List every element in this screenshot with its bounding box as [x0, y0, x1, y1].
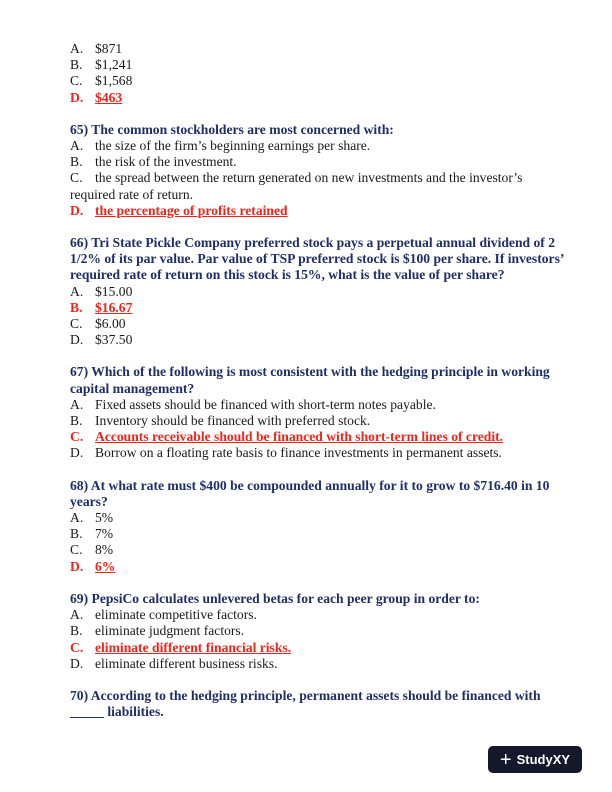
option-letter: D. [70, 89, 84, 105]
option-69-b [70, 623, 570, 639]
option-65-c [70, 170, 570, 202]
option-text: 6% [95, 558, 116, 574]
option-text: $871 [95, 41, 123, 56]
option-letter: C. [70, 170, 83, 186]
option-68-b [70, 526, 570, 542]
option-letter: D. [70, 655, 84, 671]
question-text: 68) At what rate must $400 be compounded annually for it to grow to $716.40 in 10 years? [70, 477, 550, 509]
option-text: eliminate different business risks. [95, 655, 278, 671]
option-text: the percentage of profits retained [95, 202, 288, 218]
question-69 [70, 591, 570, 672]
option-64-d-correct [70, 90, 570, 106]
option-letter: A. [70, 396, 84, 412]
option-66-b-correct [70, 300, 570, 316]
option-text: the size of the firm’s beginning earnings per share. [95, 138, 371, 154]
option-letter: B. [70, 154, 83, 170]
question-text: 67) Which of the following is most consistent with the hedging principle in working capital management? [70, 364, 550, 396]
option-letter: B. [70, 526, 83, 542]
option-text: $1,568 [95, 73, 133, 89]
question-64-options [70, 41, 570, 106]
option-letter: C. [70, 316, 83, 332]
option-text: Fixed assets should be financed with short-term notes payable. [95, 396, 436, 412]
option-letter: A. [70, 510, 84, 526]
option-68-d-correct [70, 559, 570, 575]
option-text: eliminate judgment factors. [95, 623, 245, 639]
option-text: $6.00 [95, 316, 126, 332]
document-body [70, 41, 570, 720]
option-text: $37.50 [95, 332, 133, 348]
option-text: $15.00 [95, 283, 133, 299]
option-text: the spread between the return generated on new investments and the investor’s required rate of return. [70, 170, 523, 202]
option-69-a [70, 607, 570, 623]
option-letter: B. [70, 413, 83, 429]
question-text: 70) According to the hedging principle, permanent assets should be financed with _____ liabilities. [70, 687, 541, 720]
option-text: 7% [95, 526, 114, 542]
option-text: $16.67 [95, 299, 133, 315]
option-65-b [70, 154, 570, 170]
option-68-c [70, 542, 570, 558]
question-text: 66) Tri State Pickle Company preferred stock pays a perpetual annual dividend of 2 1/2% of its par value. Par value of TSP preferred stock is $100 per share. If investors’ required rate of return on this stock is 15%, what is the value of per share? [70, 235, 564, 283]
option-66-d [70, 332, 570, 348]
option-text: the risk of the investment. [95, 154, 237, 170]
option-letter: A. [70, 41, 84, 56]
option-letter: D. [70, 445, 84, 461]
option-letter: A. [70, 607, 84, 623]
option-67-c-correct [70, 429, 570, 445]
question-65 [70, 122, 570, 219]
option-letter: C. [70, 639, 84, 655]
option-letter: C. [70, 542, 83, 558]
option-68-a [70, 510, 570, 526]
plus-icon: + [499, 748, 512, 771]
option-69-d [70, 656, 570, 672]
question-68 [70, 478, 570, 575]
question-67 [70, 364, 570, 461]
option-67-b [70, 413, 570, 429]
option-65-a [70, 138, 570, 154]
option-67-a [70, 397, 570, 413]
option-letter: B. [70, 57, 83, 73]
option-64-a [70, 41, 570, 57]
option-text: $463 [95, 89, 123, 105]
question-text: 65) The common stockholders are most concerned with: [70, 121, 394, 137]
option-text: $1,241 [95, 57, 133, 73]
option-text: Borrow on a floating rate basis to finance investments in permanent assets. [95, 445, 502, 461]
option-letter: D. [70, 332, 84, 348]
option-64-b [70, 57, 570, 73]
option-text: eliminate competitive factors. [95, 607, 257, 623]
option-text: Inventory should be financed with preferred stock. [95, 413, 371, 429]
option-67-d [70, 445, 570, 461]
option-letter: B. [70, 623, 83, 639]
option-letter: D. [70, 202, 84, 218]
option-text: Accounts receivable should be financed with short-term lines of credit. [95, 429, 504, 445]
option-letter: A. [70, 138, 84, 154]
option-64-c [70, 73, 570, 89]
question-text: 69) PepsiCo calculates unlevered betas for each peer group in order to: [70, 590, 480, 606]
studyxy-badge[interactable] [488, 746, 582, 773]
option-66-c [70, 316, 570, 332]
badge-label: StudyXY [516, 752, 571, 767]
option-text: eliminate different financial risks. [95, 639, 292, 655]
option-text: 8% [95, 542, 114, 558]
option-text: 5% [95, 510, 114, 526]
option-66-a [70, 284, 570, 300]
question-70 [70, 688, 570, 720]
option-letter: A. [70, 283, 84, 299]
option-letter: D. [70, 558, 84, 574]
option-letter: C. [70, 429, 84, 445]
option-letter: B. [70, 299, 83, 315]
option-letter: C. [70, 73, 83, 89]
option-65-d-correct [70, 203, 570, 219]
question-66 [70, 235, 570, 348]
option-69-c-correct [70, 640, 570, 656]
